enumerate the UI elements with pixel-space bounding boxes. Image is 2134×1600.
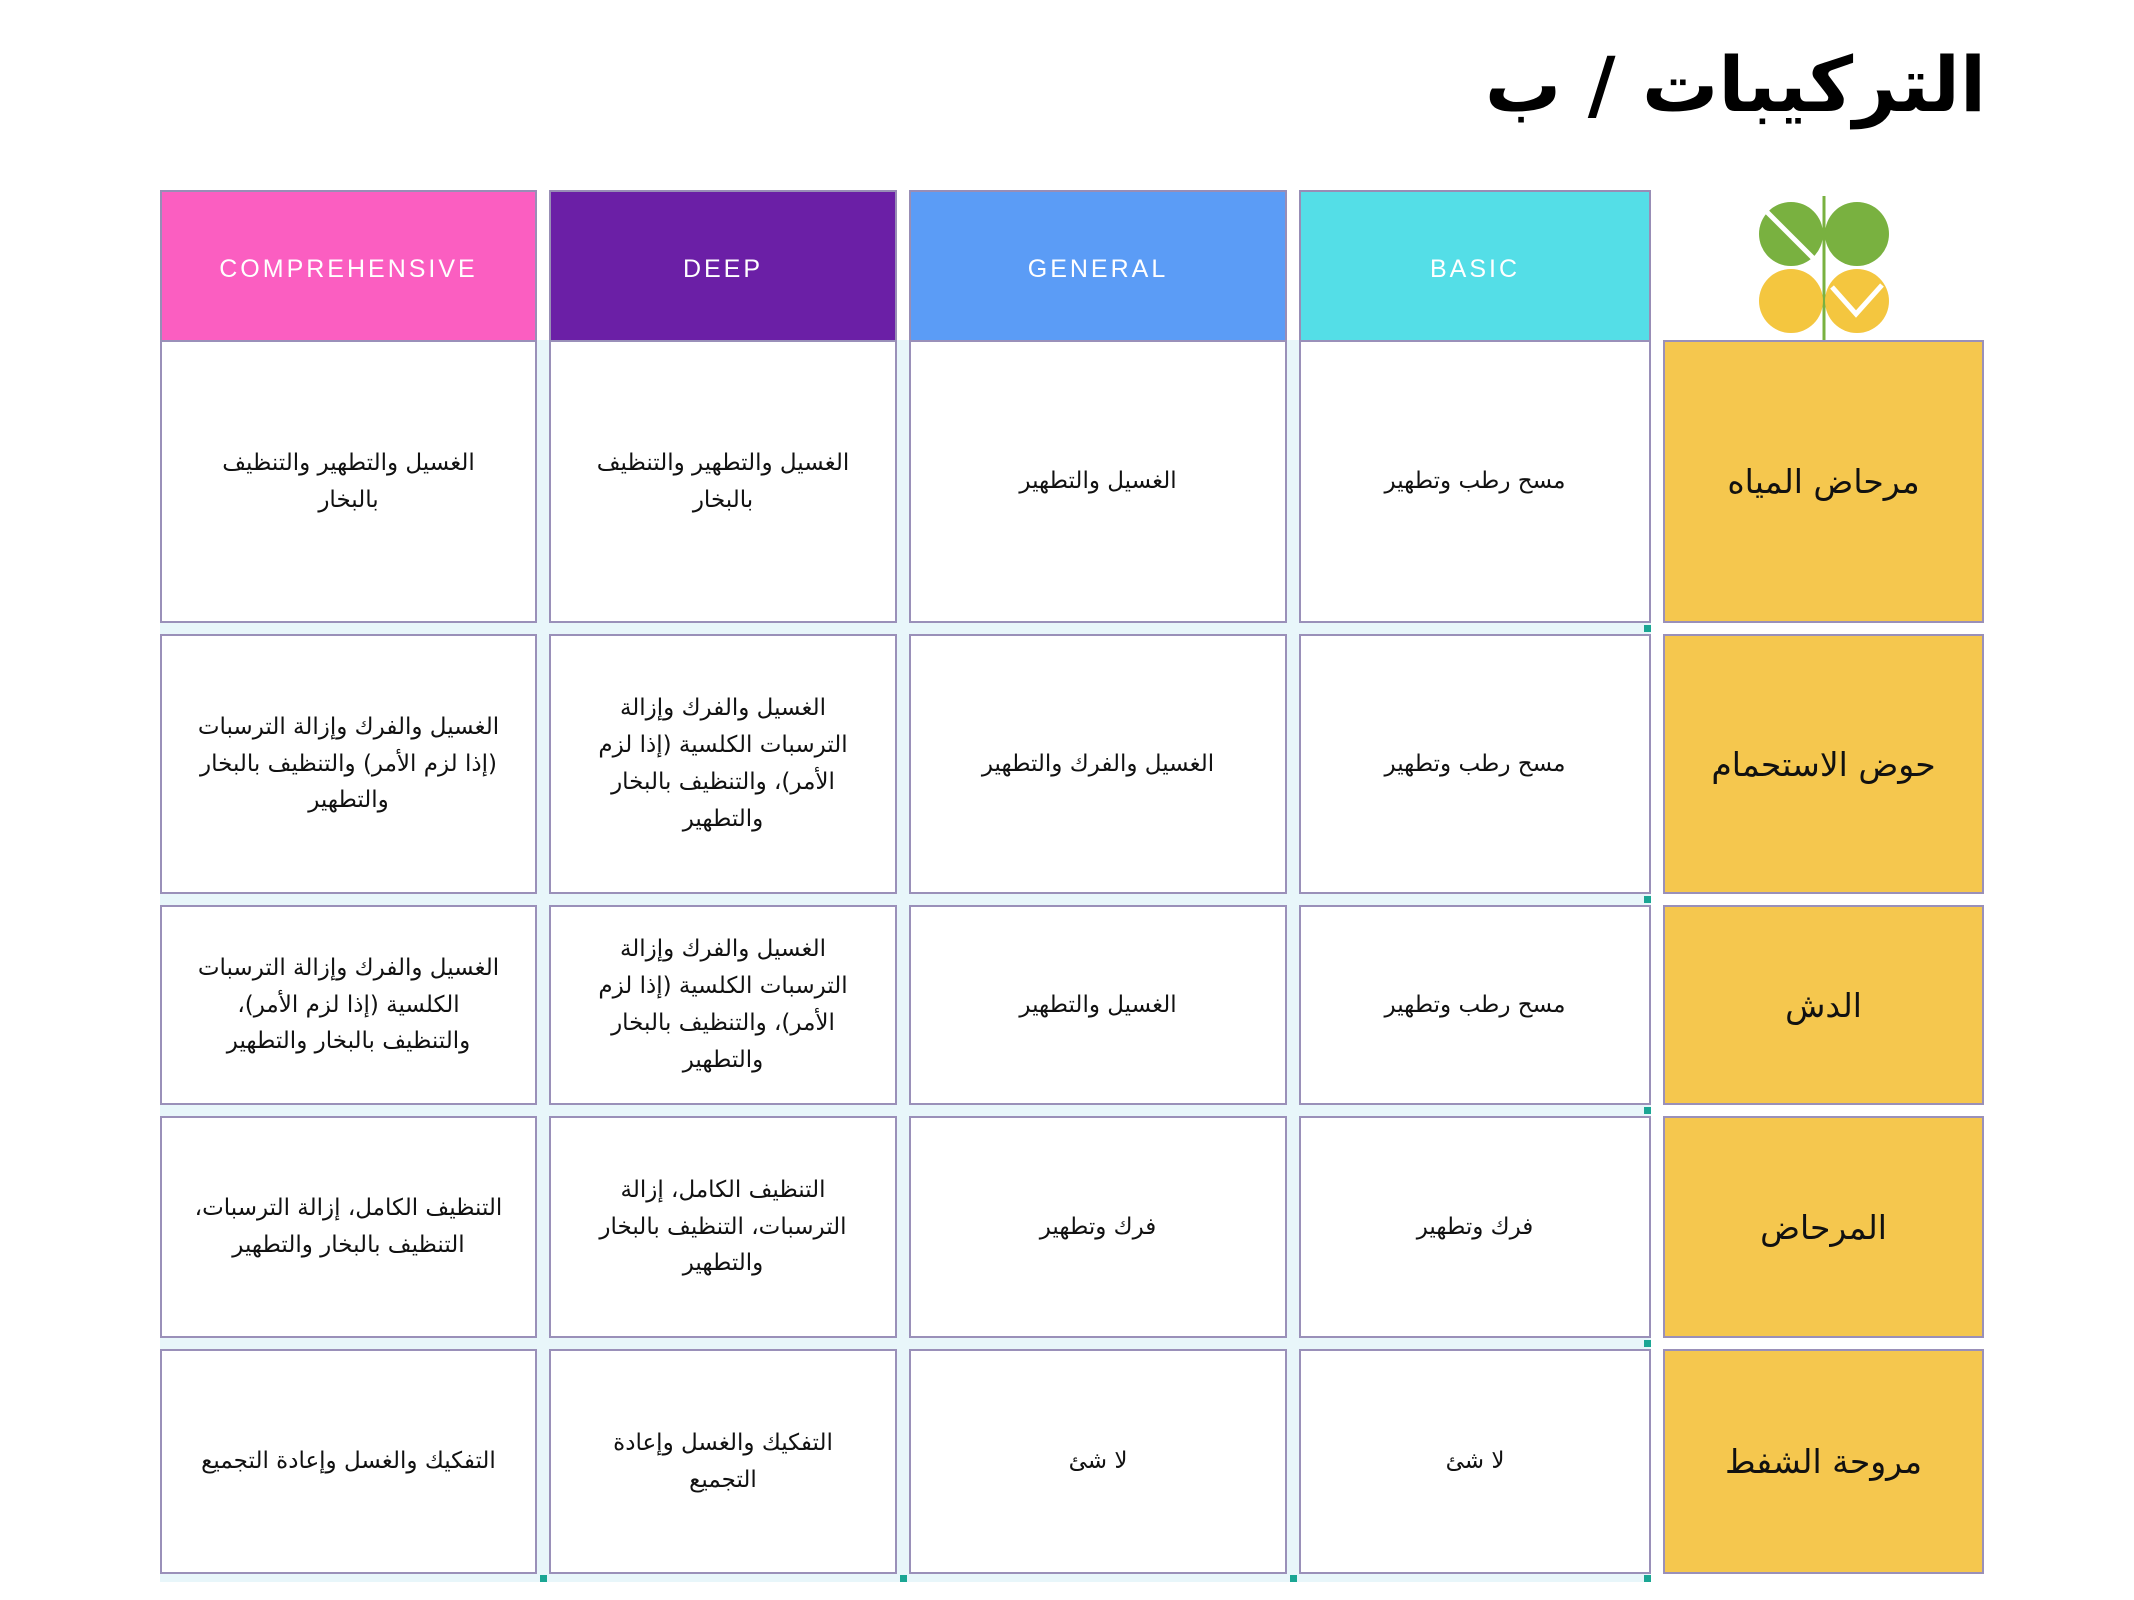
row-label-shower: الدش	[1663, 905, 1984, 1105]
cell-bathtub-general: الغسيل والفرك والتطهير	[909, 634, 1287, 894]
cell-bathtub-basic: مسح رطب وتطهير	[1299, 634, 1651, 894]
grid-dot	[1644, 896, 1651, 903]
cell-bathtub-comprehensive: الغسيل والفرك وإزالة الترسبات (إذا لزم الأمر) والتنظيف بالبخار والتطهير	[160, 634, 537, 894]
cell-extractor-fan-deep: التفكيك والغسل وإعادة التجميع	[549, 1349, 897, 1574]
grid-dot	[1644, 1107, 1651, 1114]
cell-shower-comprehensive: الغسيل والفرك وإزالة الترسبات الكلسية (إذا لزم الأمر)، والتنظيف بالبخار والتطهير	[160, 905, 537, 1105]
table-body	[160, 340, 1984, 1574]
cell-extractor-fan-general: لا شئ	[909, 1349, 1287, 1574]
cell-toilet-basic: فرك وتطهير	[1299, 1116, 1651, 1338]
table-header-row	[160, 190, 1984, 330]
cell-toilet-comprehensive: التنظيف الكامل، إزالة الترسبات، التنظيف بالبخار والتطهير	[160, 1116, 537, 1338]
grid-dot	[1644, 1340, 1651, 1347]
logo-petal-bottom-left	[1759, 269, 1823, 333]
cell-water-closet-comprehensive: الغسيل والتطهير والتنظيف بالبخار	[160, 340, 537, 623]
grid-dot	[1644, 625, 1651, 632]
row-label-extractor-fan: مروحة الشفط	[1663, 1349, 1984, 1574]
column-header-deep: DEEP	[549, 190, 897, 348]
cell-shower-general: الغسيل والتطهير	[909, 905, 1287, 1105]
logo	[1663, 190, 1984, 348]
row-label-bathtub: حوض الاستحمام	[1663, 634, 1984, 894]
cell-toilet-general: فرك وتطهير	[909, 1116, 1287, 1338]
grid-dot	[1644, 1575, 1651, 1582]
comparison-table	[160, 190, 1984, 1574]
column-header-comprehensive: COMPREHENSIVE	[160, 190, 537, 348]
cell-water-closet-general: الغسيل والتطهير	[909, 340, 1287, 623]
flower-logo-icon	[1749, 190, 1899, 348]
cell-water-closet-basic: مسح رطب وتطهير	[1299, 340, 1651, 623]
row-label-toilet: المرحاض	[1663, 1116, 1984, 1338]
logo-petal-top-right	[1825, 202, 1889, 266]
cell-water-closet-deep: الغسيل والتطهير والتنظيف بالبخار	[549, 340, 897, 623]
cell-bathtub-deep: الغسيل والفرك وإزالة الترسبات الكلسية (إذا لزم الأمر)، والتنظيف بالبخار والتطهير	[549, 634, 897, 894]
cell-extractor-fan-basic: لا شئ	[1299, 1349, 1651, 1574]
page-title: التركيبات / ب	[1484, 40, 1986, 129]
cell-shower-deep: الغسيل والفرك وإزالة الترسبات الكلسية (إذا لزم الأمر)، والتنظيف بالبخار والتطهير	[549, 905, 897, 1105]
grid-dot	[1290, 1575, 1297, 1582]
logo-petal-bottom-right	[1825, 269, 1889, 333]
cell-shower-basic: مسح رطب وتطهير	[1299, 905, 1651, 1105]
cell-extractor-fan-comprehensive: التفكيك والغسل وإعادة التجميع	[160, 1349, 537, 1574]
column-header-basic: BASIC	[1299, 190, 1651, 348]
column-header-general: GENERAL	[909, 190, 1287, 348]
cell-toilet-deep: التنظيف الكامل، إزالة الترسبات، التنظيف بالبخار والتطهير	[549, 1116, 897, 1338]
row-label-water-closet: مرحاض المياه	[1663, 340, 1984, 623]
grid-dot	[900, 1575, 907, 1582]
grid-dot	[540, 1575, 547, 1582]
